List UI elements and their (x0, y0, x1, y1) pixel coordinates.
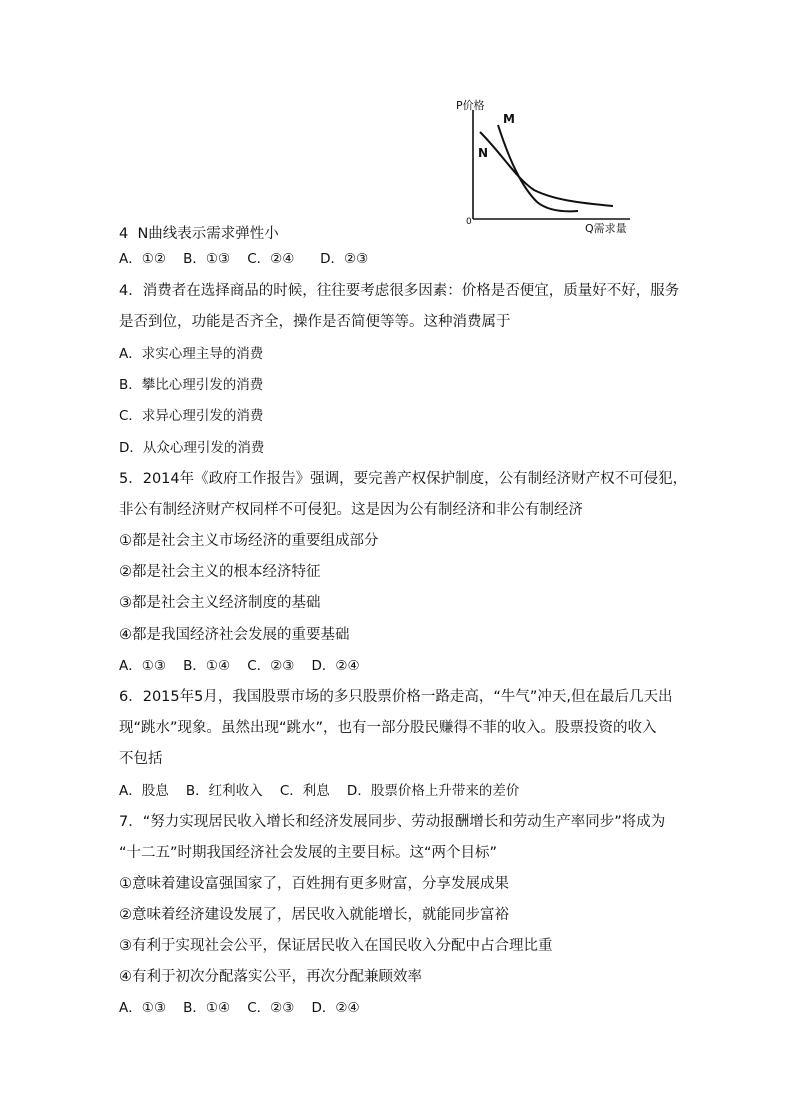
q6-stem-line-2: 现“跳水”现象。虽然出现“跳水”，也有一部分股民赚得不菲的收入。股票投资的收入 (119, 720, 657, 736)
q3-options: A．①② B．①③ C．②④ D．②③ (119, 251, 369, 267)
q6-stem-line-3: 不包括 (119, 751, 163, 767)
q5-item-1: ①都是社会主义市场经济的重要组成部分 (119, 533, 379, 549)
q5-item-3: ③都是社会主义经济制度的基础 (119, 595, 321, 611)
q4-stem-line-1: 4．消费者在选择商品的时候，往往要考虑很多因素：价格是否便宜，质量好不好，服务 (119, 283, 680, 299)
q5-stem-line-2: 非公有制经济财产权同样不可侵犯。这是因为公有制经济和非公有制经济 (119, 502, 583, 518)
origin-label: 0 (466, 217, 472, 227)
q6-options: A．股息 B．红利收入 C．利息 D．股票价格上升带来的差价 (119, 783, 520, 799)
x-axis-label: Q需求量 (585, 222, 627, 235)
q7-item-4: ④有利于初次分配落实公平，再次分配兼顾效率 (119, 969, 422, 985)
q5-item-2: ②都是社会主义的根本经济特征 (119, 564, 321, 580)
q3-statement-4: 4 N曲线表示需求弹性小 (119, 226, 279, 242)
curve-m (498, 125, 578, 211)
q4-option-d: D．从众心理引发的消费 (119, 440, 265, 456)
q7-item-1: ①意味着建设富强国家了，百姓拥有更多财富，分享发展成果 (119, 876, 509, 892)
curve-n (480, 132, 613, 206)
q7-item-2: ②意味着经济建设发展了，居民收入就能增长，就能同步富裕 (119, 907, 509, 923)
demand-curve-figure (430, 92, 660, 242)
q7-item-3: ③有利于实现社会公平，保证居民收入在国民收入分配中占合理比重 (119, 938, 553, 954)
q5-stem-line-1: 5．2014年《政府工作报告》强调，要完善产权保护制度，公有制经济财产权不可侵犯， (119, 471, 688, 487)
q6-stem-line-1: 6．2015年5月，我国股票市场的多只股票价格一路走高，“牛气”冲天,但在最后几天出 (119, 689, 673, 705)
q4-option-c: C．求异心理引发的消费 (119, 408, 264, 424)
q4-option-a: A．求实心理主导的消费 (119, 346, 264, 362)
curve-n-label: N (478, 146, 489, 160)
y-axis-label: P价格 (456, 99, 485, 112)
q4-option-b: B．攀比心理引发的消费 (119, 377, 264, 393)
curve-m-label: M (503, 112, 515, 126)
q7-stem-line-2: “十二五”时期我国经济社会发展的主要目标。这“两个目标” (119, 845, 498, 861)
q5-options: A．①③ B．①④ C．②③ D．②④ (119, 658, 360, 674)
q4-stem-line-2: 是否到位，功能是否齐全，操作是否简便等等。这种消费属于 (119, 314, 511, 330)
q7-stem-line-1: 7．“努力实现居民收入增长和经济发展同步、劳动报酬增长和劳动生产率同步”将成为 (119, 814, 666, 830)
q5-item-4: ④都是我国经济社会发展的重要基础 (119, 627, 350, 643)
q7-options: A．①③ B．①④ C．②③ D．②④ (119, 1000, 360, 1016)
